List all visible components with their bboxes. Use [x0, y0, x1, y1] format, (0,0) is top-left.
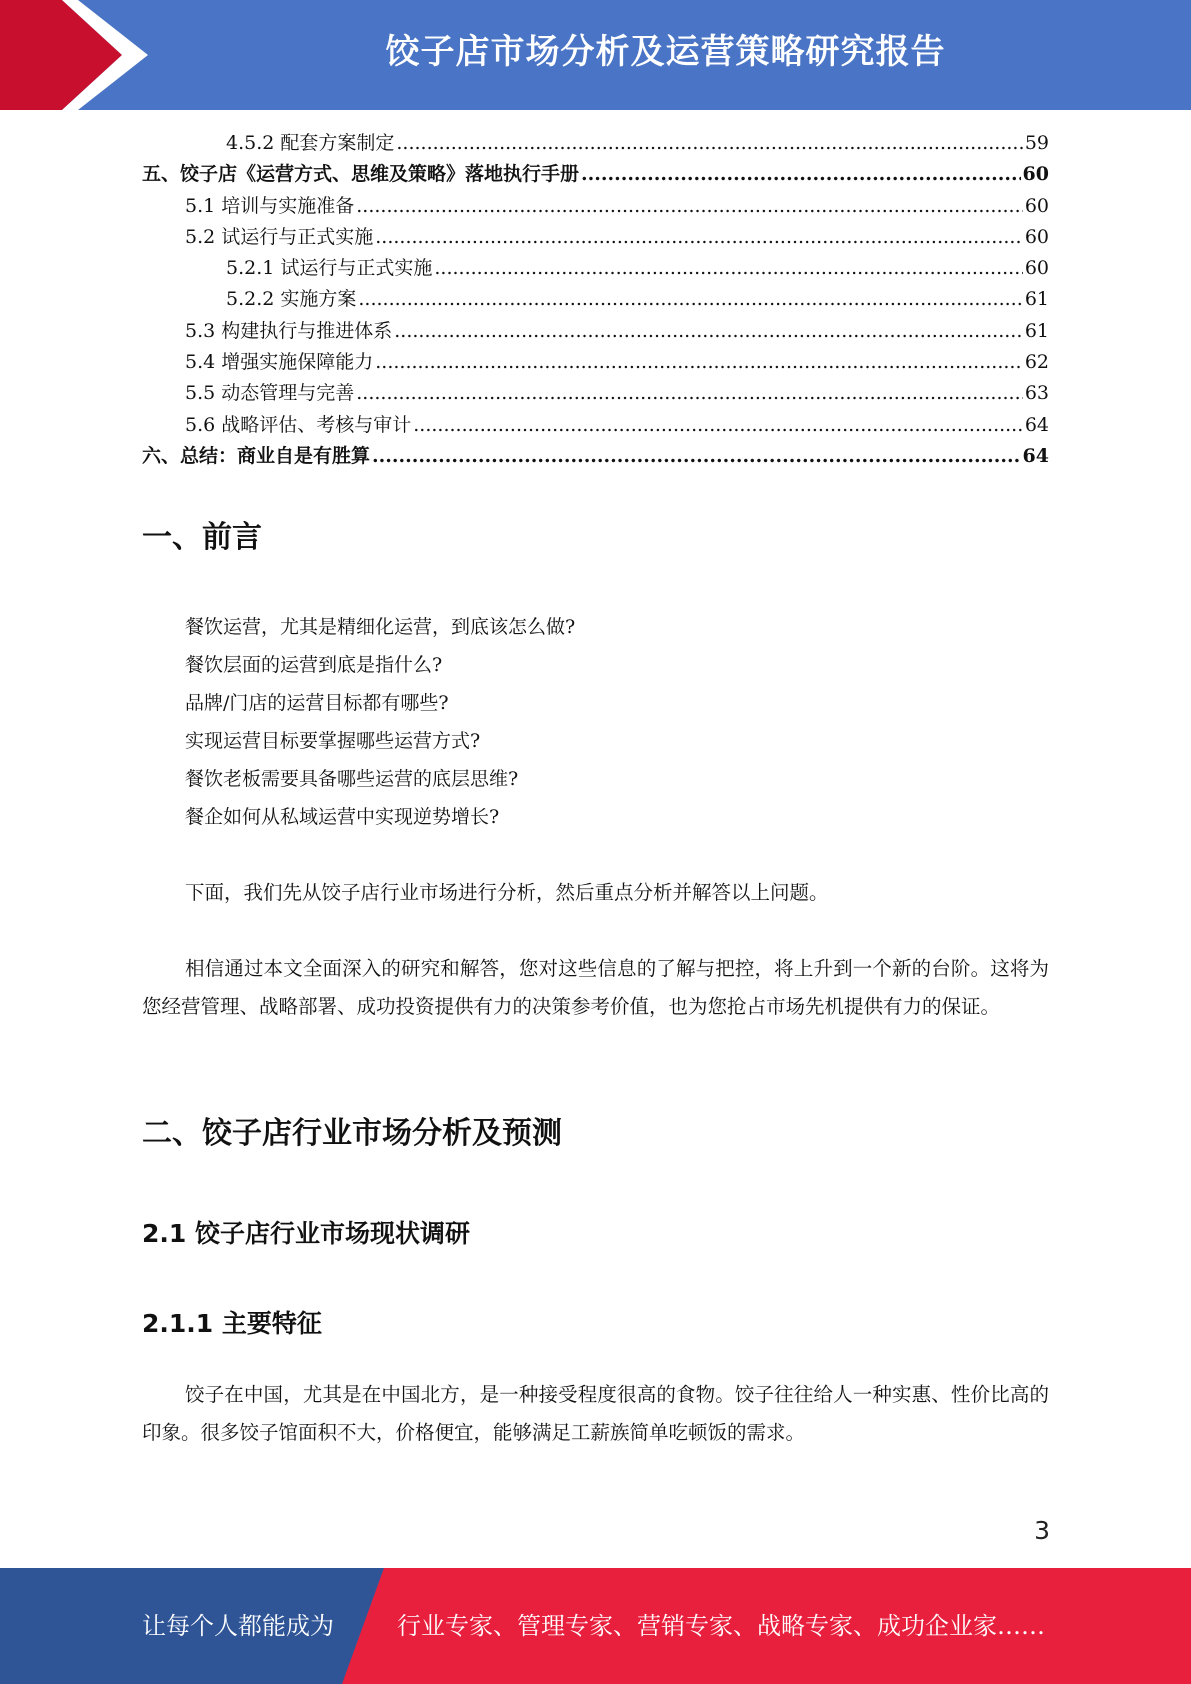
page-footer-band — [0, 1568, 1191, 1684]
footer-slogan-right: 行业专家、管理专家、营销专家、战略专家、成功企业家…… — [397, 1612, 1045, 1640]
toc-dot-leader — [394, 316, 1023, 347]
subsection-heading-main-features: 2.1.1 主要特征 — [142, 1309, 322, 1338]
toc-entry-label: 5.2.2 实施方案 — [226, 288, 357, 311]
page-header-band — [0, 0, 1191, 110]
toc-dot-leader — [375, 347, 1023, 378]
paragraph-features: 饺子在中国，尤其是在中国北方，是一种接受程度很高的食物。饺子往往给人一种实惠、性价比高的印象。很多饺子馆面积不大，价格便宜，能够满足工薪族简单吃顿饭的需求。 — [142, 1383, 1049, 1444]
toc-dot-leader — [434, 253, 1022, 284]
toc-entry-label: 5.1 培训与实施准备 — [185, 194, 355, 217]
paragraph-value: 相信通过本文全面深入的研究和解答，您对这些信息的了解与把控，将上升到一个新的台阶。这将为您经营管理、战略部署、成功投资提供有力的决策参考价值，也为您抢占市场先机提供有力的保证。 — [142, 957, 1049, 1018]
toc-entry[interactable] — [142, 128, 1049, 159]
toc-entry[interactable] — [142, 222, 1049, 253]
toc-entry-page: 64 — [1024, 413, 1049, 436]
toc-dot-leader — [356, 191, 1023, 222]
toc-entry-page: 60 — [1024, 194, 1049, 217]
toc-entry[interactable] — [142, 284, 1049, 315]
paragraph-intro: 下面，我们先从饺子店行业市场进行分析，然后重点分析并解答以上问题。 — [185, 881, 829, 904]
toc-entry[interactable] — [142, 347, 1049, 378]
list-item: 餐饮老板需要具备哪些运营的底层思维? — [185, 768, 519, 790]
toc-entry[interactable] — [142, 316, 1049, 347]
toc-entry-page: 60 — [1024, 257, 1049, 280]
table-of-contents — [142, 128, 1049, 472]
toc-entry-label: 4.5.2 配套方案制定 — [226, 132, 395, 154]
toc-entry[interactable] — [142, 410, 1049, 441]
list-item: 实现运营目标要掌握哪些运营方式? — [185, 730, 481, 752]
toc-dot-leader — [375, 222, 1023, 253]
footer-slogan-left: 让每个人都能成为 — [142, 1612, 334, 1640]
list-item: 餐企如何从私域运营中实现逆势增长? — [185, 806, 500, 828]
toc-entry[interactable] — [142, 441, 1049, 472]
toc-entry-label: 5.3 构建执行与推进体系 — [185, 319, 393, 342]
toc-entry-label: 5.6 战略评估、考核与审计 — [185, 413, 412, 436]
toc-entry-page: 62 — [1024, 351, 1049, 374]
toc-entry-page: 61 — [1024, 319, 1049, 342]
toc-dot-leader — [358, 284, 1022, 315]
toc-dot-leader — [581, 159, 1021, 190]
toc-entry-page: 59 — [1024, 132, 1049, 154]
header-chevron-decoration — [0, 0, 160, 110]
toc-entry-page: 60 — [1024, 225, 1049, 248]
report-title: 饺子店市场分析及运营策略研究报告 — [385, 32, 946, 72]
toc-entry-page: 61 — [1024, 288, 1049, 311]
toc-dot-leader — [372, 441, 1021, 472]
toc-dot-leader — [396, 128, 1022, 159]
toc-entry-label: 5.4 增强实施保障能力 — [185, 351, 374, 374]
toc-entry[interactable] — [142, 159, 1049, 190]
toc-entry-label: 5.5 动态管理与完善 — [185, 382, 355, 405]
toc-dot-leader — [413, 410, 1023, 441]
toc-entry[interactable] — [142, 253, 1049, 284]
toc-entry[interactable] — [142, 191, 1049, 222]
question-list — [185, 612, 575, 840]
toc-entry-label: 五、饺子店《运营方式、思维及策略》落地执行手册 — [142, 163, 580, 186]
list-item: 餐饮运营，尤其是精细化运营，到底该怎么做? — [185, 616, 576, 638]
toc-entry-page: 64 — [1022, 444, 1049, 467]
toc-entry-page: 60 — [1022, 163, 1049, 186]
subsection-heading-market-status: 2.1 饺子店行业市场现状调研 — [142, 1219, 470, 1248]
toc-entry-label: 5.2 试运行与正式实施 — [185, 225, 374, 248]
section-heading-market-analysis: 二、饺子店行业市场分析及预测 — [142, 1116, 562, 1151]
toc-entry-page: 63 — [1024, 382, 1049, 405]
list-item: 餐饮层面的运营到底是指什么? — [185, 654, 443, 676]
list-item: 品牌/门店的运营目标都有哪些? — [185, 692, 449, 714]
page-number: 3 — [1034, 1516, 1050, 1545]
section-heading-preface: 一、前言 — [142, 520, 262, 555]
toc-dot-leader — [356, 378, 1023, 409]
toc-entry[interactable] — [142, 378, 1049, 409]
toc-entry-label: 5.2.1 试运行与正式实施 — [226, 257, 433, 280]
toc-entry-label: 六、总结：商业自是有胜算 — [142, 444, 371, 467]
